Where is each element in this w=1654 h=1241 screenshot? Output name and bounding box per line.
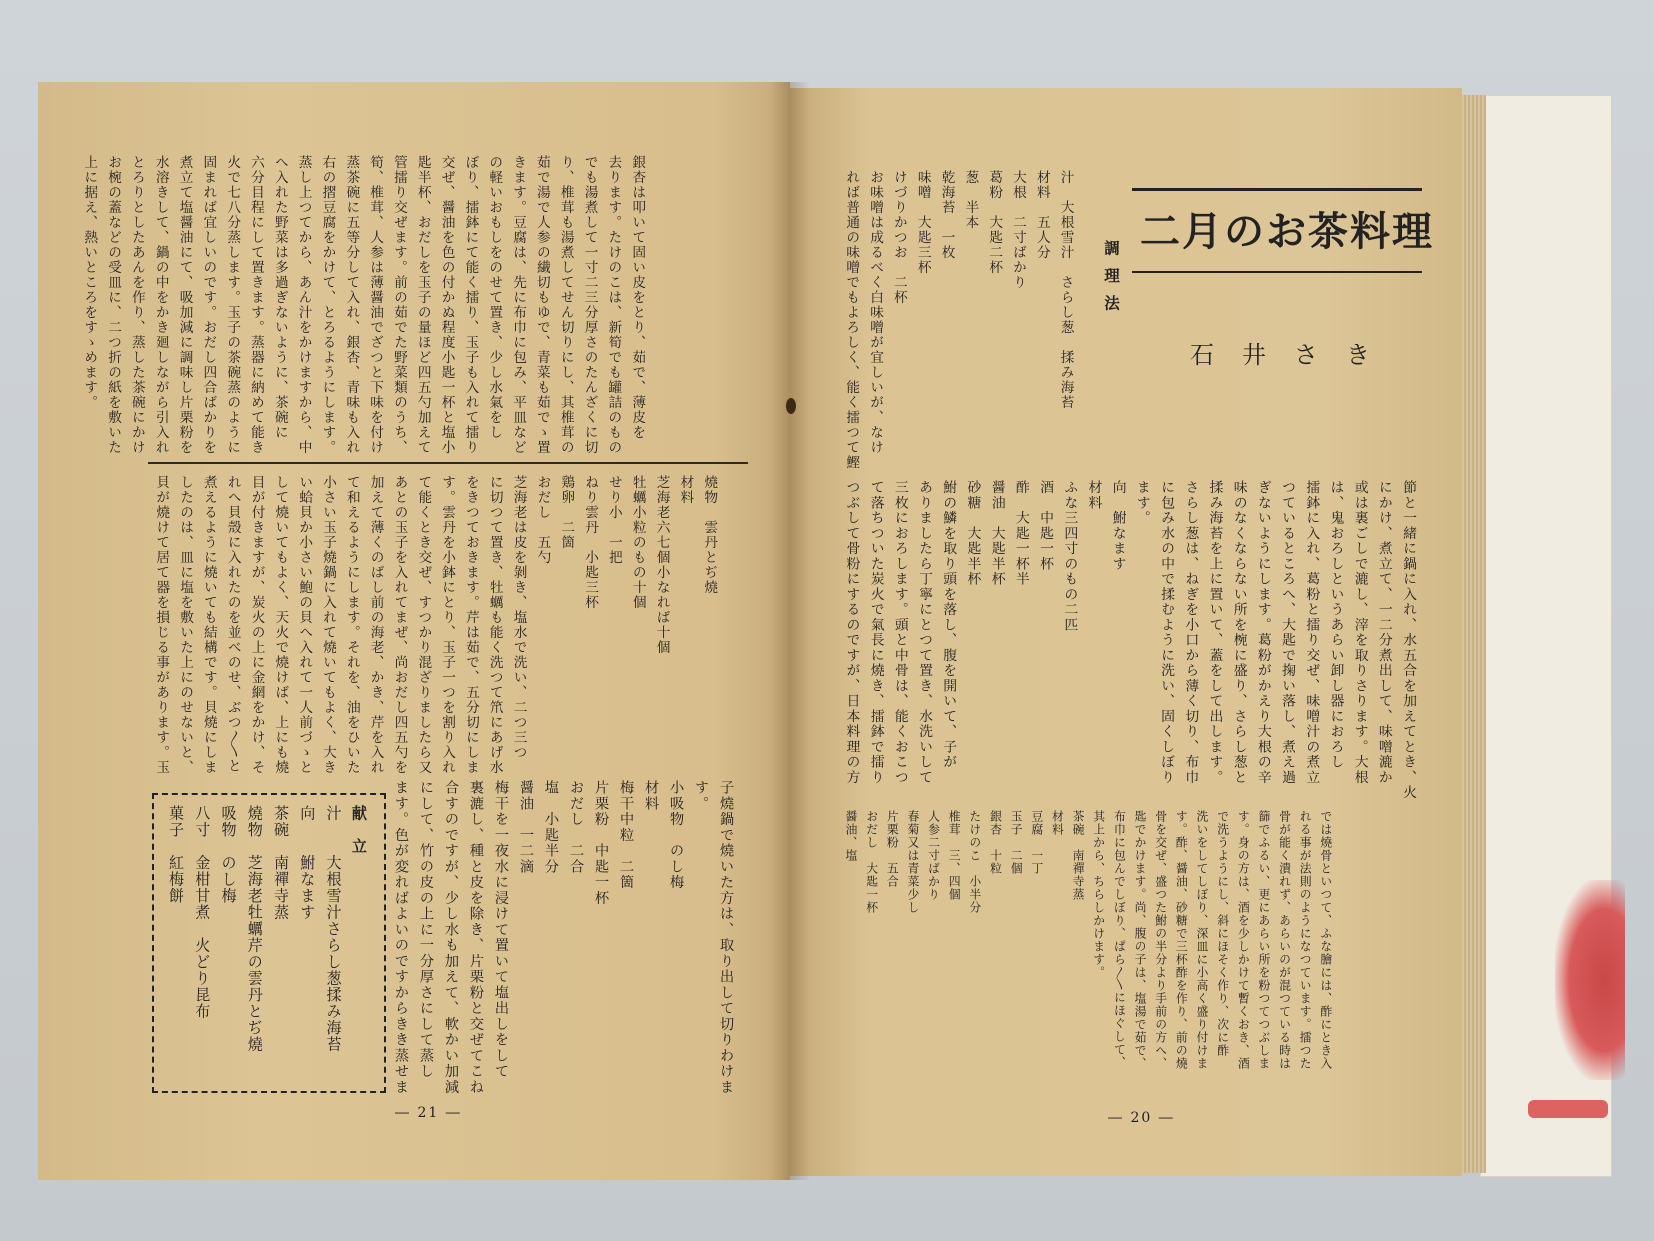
text-column: 味のなくならない所を椀に盛り、さらし葱と [1231,480,1248,785]
text-column: 芝海老は皮を剝き、塩水で洗い、二つ三つ [511,475,528,760]
text-column: ます。 [1134,480,1152,526]
text-column: 砂糖 大匙半杯 [965,480,982,587]
text-column: 芝海老六七個小なれば十個 [654,475,671,655]
text-column: 葱 半本 [963,170,980,230]
text-column: おだし 五勺 [535,475,552,565]
text-column: 醤油、塩 [843,810,858,862]
text-column: 骨を交ぜ、盛つた鮒の半分より手前の方へ、 [1153,810,1168,1070]
menu-heading: 献 立 [349,805,369,855]
page-title: 二月のお茶料理 [1140,209,1434,255]
binding-hole [786,398,796,414]
text-column: 醤油 大匙半杯 [989,480,1006,587]
text-column: 人参二寸ばかり [926,810,941,901]
text-column: 管擂り交ぜます。前の茹でた野菜類のうち、 [392,155,408,455]
text-column: で洗うようにし、斜にほそく作り、次に酢 [1215,810,1230,1057]
text-column: 合すのですが、少し水も加えて、軟かい加減 [442,780,460,1095]
text-column: にかけ、煮立て、一二分煮出して、味噌漉か [1376,480,1394,785]
right-folio: ― 20 ― [1108,1110,1175,1126]
text-column: て和えるようにします。それを、油をひいた [345,475,361,775]
text-column: 裏漉し、種と皮を除き、片栗粉と交ぜてこね [467,780,485,1095]
text-column: たけのこ 小半分 [967,810,982,914]
text-column: 大根 二寸ばかり [1011,170,1028,290]
text-column: 牡蠣小粒のもの十個 [630,475,647,610]
text-column: 目が付きますが、炭火の上に金網をかけ、そ [249,475,266,775]
menu-item: 吸物 のし梅 [219,805,237,905]
right-main-text [840,480,1421,800]
text-column: 酒 中匙一杯 [1038,480,1055,572]
text-column: 筍、椎茸、人参は薄醤油でざつと下味を付け [368,155,385,455]
text-column: 材料 [642,780,660,812]
text-column: 鮒の鱗を取り頭を落し、腹を開いて、子が [941,480,958,770]
text-column: 節と一緒に鍋に入れ、水五合を加えてとき、火 [1401,480,1418,800]
text-column: す。 [692,780,710,812]
text-column: ふな三四寸のもの二匹 [1062,480,1079,633]
text-column: 銀杏は叩いて固い皮をとり、茹で、薄皮を [630,155,647,440]
text-column: す。酢、醤油、砂糖で三杯酢を作り、前の燒 [1174,810,1188,1070]
text-column: 銀杏 十粒 [988,810,1003,875]
text-column: おだし 二合 [567,780,585,875]
right-far-text [840,810,1336,1070]
text-column: お味噌は成るべく白味噌が宜しいが、なけ [868,170,885,455]
text-column: 向 鮒なます [1110,480,1127,572]
text-column: 豆腐 一丁 [1029,810,1044,875]
text-column: 塩 小匙半分 [542,780,560,875]
text-column: て落ちついた炭火で氣長に燒き、擂鉢で擂り [868,480,885,785]
menu-item: 茶碗 南禪寺蒸 [271,805,290,921]
left-top-text [78,155,650,455]
text-column: 加えて薄くのばし前の海老、かき、芹を入れ [368,475,385,775]
text-column: て能くとき交ぜ、すつかり混ざりましたら又 [416,475,433,775]
text-column: 梅干を一夜水に浸けて置いて塩出しをして [492,780,510,1080]
text-column: に包み水の中で揉むように洗い、固くしぼり [1159,480,1176,785]
text-column: 交ぜ、醤油を色の付かぬ程度小匙一杯と塩小 [439,155,456,455]
text-column: 六分目程にして置きます。蒸器に納めて能き [249,155,266,455]
text-column: 骨が能く潰れず、あらいのが混つている時は [1277,810,1292,1070]
text-column: あとの玉子を入れてまぜ、尚おだし四五勺を [392,475,409,775]
text-column: 揉み海苔を上に置いて、蓋をして出します。 [1207,480,1224,785]
text-column: 材料 [1086,480,1103,511]
page-stack-edge [1458,95,1486,1173]
text-column: して燒いてもよく、天火で燒けば、上にも燒 [273,475,290,775]
text-column: 煮立て塩醤油にて、吸加減に調味し片栗粉を [177,155,194,455]
text-column: ぎないようにします。葛粉がかえり大根の辛 [1255,480,1273,785]
text-column: 片栗粉 中匙一杯 [592,780,610,906]
text-column: 春菊又は青菜少し [905,810,920,914]
text-column: 醤油 一二滴 [517,780,535,875]
text-column: 茹で湯で人参の繊切もゆで、青菜も茹でゝ置 [535,155,551,455]
text-column: 擂鉢に入れ、葛粉と擂り交ぜ、味噌汁の煮立 [1304,480,1321,785]
left-middle-text [388,780,738,1095]
text-column: 其上から、ちらしかけます。 [1091,810,1106,979]
menu-item: 燒物 芝海老牡蠣芹の雲丹とぢ燒 [245,805,264,1053]
text-column: 玉子 二個 [1009,810,1023,875]
book-gutter [770,82,810,1180]
text-column: 乾海苔 一枚 [939,170,956,260]
text-column: 子燒鍋で燒いた方は、取り出して切りわけま [717,780,735,1095]
text-column: 茶碗 南禪寺蒸 [1070,810,1085,901]
text-column: の軽いおもしをのせて置き、少し水氣をし [487,155,504,440]
text-column: す。身の方は、酒を少しかけて暫くおき、酒 [1236,810,1250,1070]
text-column: 葛粉 大匙二杯 [987,170,1004,275]
text-column: す。雲丹を小鉢にとり、玉子一つを割り入れ [440,475,457,775]
text-column: 燒物 雲丹とぢ燒 [702,475,719,595]
menu-item: 向 鮒なます [298,805,316,921]
red-stain [1555,880,1625,1080]
text-column: 小さい玉子燒鍋に入れて燒いてもよく、大き [321,475,338,775]
text-column: 材料 [1050,810,1065,836]
text-column: 三枚におろします。頭と中骨は、能くおこつ [892,480,910,785]
text-column: では燒骨といつて、ふな膾には、酢にとき入 [1318,810,1333,1070]
text-column: 右の摺豆腐をかけて、とろるようにします。 [320,155,337,455]
red-mark [1528,1100,1608,1118]
text-column: つているところへ、大匙で掬い落し、煮え過 [1280,480,1297,785]
text-column: 洗いをしてしぼり、深皿に小高く盛り付けま [1194,810,1209,1070]
text-column: 去ります。たけのこは、新筍でも罐詰のもの [606,155,623,455]
text-column: い蛤貝か小さい鮑の貝へ入れて一人前づゝと [297,475,314,775]
text-column: 貝が燒けて居て器を損じる事があります。玉 [154,475,171,775]
text-column: せり小 一把 [607,475,623,565]
text-column: 布巾に包んでしぼり、ぱら〳〵にほぐして、 [1112,810,1126,1069]
left-bottom-text [150,475,722,775]
text-column: ます。色が変ればよいのですからきき蒸せま [392,780,410,1095]
text-column: 煮えるように燒いても結構です。貝燒にしま [202,475,218,775]
text-column: ねり雲丹 小匙三杯 [583,475,600,610]
text-column: でも湯煮して一寸二三分厚さのたんざくに切 [582,155,599,455]
text-column: 水溶きして、鍋の中をかき廻しながら引入れ [153,155,170,455]
text-column: けづりかつお 二杯 [892,170,908,305]
text-column: 固まれば宜しいのです。おだし四合ばかりを [201,155,218,455]
text-column: 蒸し上つてから、あん汁をかけますから、中 [296,155,313,455]
text-column: へ入れた野菜は多過ぎないように、茶碗に [273,155,289,440]
text-column: 蒸茶碗に五等分して入れ、銀杏、青味も入れ [344,155,361,455]
text-column: 篩でふるい、更にあらい所を粉つてつぶしま [1256,810,1271,1070]
text-column: 火で七八分蒸します。玉子の茶碗蒸のように [225,155,242,455]
author-name: 石井さき [1190,341,1398,369]
text-column: 匙でかけます。尚、腹の子は、塩湯で茹で、 [1132,810,1147,1070]
text-column: 材料 [678,475,695,505]
text-column: 上に据え、熱いところをすゝめます。 [82,155,99,410]
text-column: れへ貝殼に入れたのを並べのせ、ぶつ〳〵と [225,475,242,774]
text-column: 鶏卵 二箇 [559,475,576,550]
text-column: 匙半杯、おだしを玉子の量ほど四五勺加えて [415,155,432,455]
text-column: おだし 大匙一杯 [864,810,879,914]
text-column: にして、竹の皮の上に一分厚さにして蒸し [417,780,435,1080]
text-column: 材料 五人分 [1035,170,1051,260]
text-column: とろりとしたあんを作り、蒸した茶碗にかけ [130,155,146,455]
left-folio: ― 21 ― [395,1105,462,1121]
section-heading: 調理法 [1102,240,1121,323]
text-column: 或は裏ごしで漉し、滓を取りさります。大根 [1352,480,1369,785]
text-column: きます。豆腐は、先に布巾に包み、平皿など [511,155,528,455]
soup-recipe [840,170,1078,470]
left-divider-rule [148,462,748,464]
menu-item: 汁 大根雪汁さらし葱揉み海苔 [324,805,342,1053]
text-column: 味噌 大匙三杯 [915,170,932,275]
menu-item: 菓子 紅梅餅 [166,805,185,905]
text-column: 梅干中粒 二箇 [617,780,635,891]
text-column: り、椎茸も湯煮してせん切りにし、其椎茸の [558,155,575,455]
text-column: 酢 大匙一杯半 [1013,480,1031,587]
text-column: つぶして骨粉にするのですが、日本料理の方 [844,480,861,785]
text-column: 片栗粉 五合 [885,810,899,888]
menu-list [162,805,372,1053]
text-column: に切つて置き、牡蠣も能く洗つて笊にあげ水 [487,475,504,775]
text-column: れば普通の味噌でもよろしく、能く擂つて鰹 [844,170,861,470]
menu-item: 八寸 金柑甘煮 火どり昆布 [193,805,211,1020]
text-column: 椎茸 三、四個 [947,810,961,901]
text-column: 小吸物 のし梅 [667,780,685,891]
text-column: れる事が法則のようになつています。擂つた [1298,810,1312,1070]
text-column: をきつておきます。芹は茹で、五分切にしま [464,475,480,775]
text-column: さらし葱は、ねぎを小口から薄く切り、布巾 [1183,480,1200,785]
text-column: ぼり、擂鉢にて能く擂り、玉子も入れて擂り [463,155,480,455]
text-column: は、鬼おろしというあらい卸し器におろし [1328,480,1345,770]
text-column: 汁 大根雪汁 さらし葱 揉み海苔 [1058,170,1075,410]
text-column: ありましたら丁寧にとつて置き、水洗いして [917,480,934,785]
text-column: お椀の蓋などの受皿に、二つ折の紙を敷いた [106,155,123,455]
text-column: したのは、皿に塩を敷いた上にのせないと、 [178,475,195,775]
